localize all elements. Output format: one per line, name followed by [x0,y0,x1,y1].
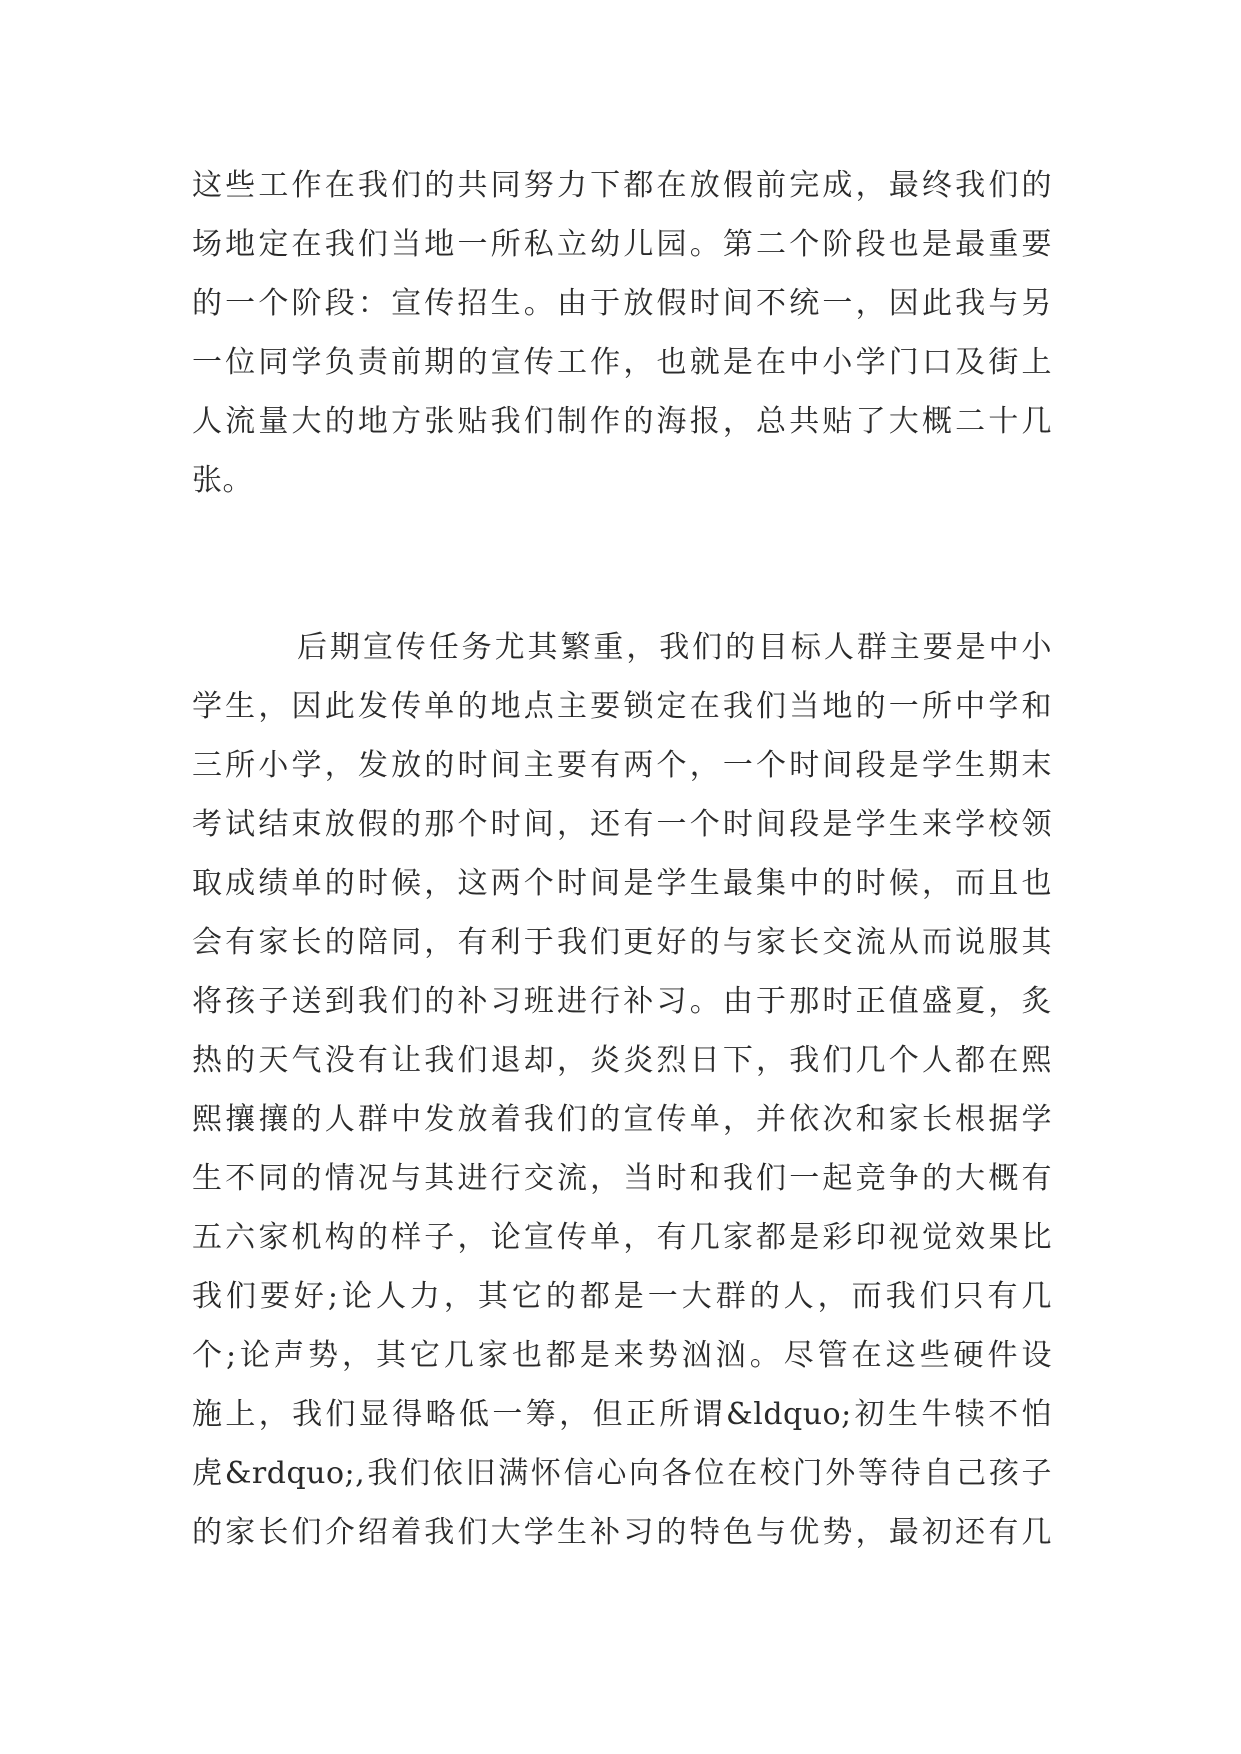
text-line: 这些工作在我们的共同努力下都在放假前完成，最终我们的 [192,168,1052,203]
paragraph-2 [192,618,1052,1562]
text-line: 五六家机构的样子，论宣传单，有几家都是彩印视觉效果比 [192,1220,1052,1255]
text-line: 的家长们介绍着我们大学生补习的特色与优势，最初还有几 [192,1515,1052,1550]
paragraph-1 [192,156,1052,510]
text-line: 生不同的情况与其进行交流，当时和我们一起竞争的大概有 [192,1161,1052,1196]
text-line: 后期宣传任务尤其繁重，我们的目标人群主要是中小 [297,630,1052,665]
text-line: 个;论声势，其它几家也都是来势汹汹。尽管在这些硬件设 [192,1338,1052,1373]
text-line: 虎&rdquo;,我们依旧满怀信心向各位在校门外等待自己孩子 [192,1456,1052,1491]
text-line: 的一个阶段：宣传招生。由于放假时间不统一，因此我与另 [192,286,1052,321]
text-line: 我们要好;论人力，其它的都是一大群的人，而我们只有几 [192,1279,1052,1314]
text-line: 场地定在我们当地一所私立幼儿园。第二个阶段也是最重要 [192,227,1052,262]
text-line: 三所小学，发放的时间主要有两个，一个时间段是学生期末 [192,748,1052,783]
text-line: 张。 [192,463,253,498]
text-line: 取成绩单的时候，这两个时间是学生最集中的时候，而且也 [192,866,1052,901]
text-line: 人流量大的地方张贴我们制作的海报，总共贴了大概二十几 [192,404,1052,439]
text-line: 会有家长的陪同，有利于我们更好的与家长交流从而说服其 [192,925,1052,960]
text-line: 将孩子送到我们的补习班进行补习。由于那时正值盛夏，炙 [192,984,1052,1019]
text-line: 学生，因此发传单的地点主要锁定在我们当地的一所中学和 [192,689,1052,724]
text-line: 一位同学负责前期的宣传工作，也就是在中小学门口及街上 [192,345,1052,380]
text-line: 考试结束放假的那个时间，还有一个时间段是学生来学校领 [192,807,1052,842]
text-line: 熙攘攘的人群中发放着我们的宣传单，并依次和家长根据学 [192,1102,1052,1137]
text-line: 热的天气没有让我们退却，炎炎烈日下，我们几个人都在熙 [192,1043,1052,1078]
text-line: 施上，我们显得略低一筹，但正所谓&ldquo;初生牛犊不怕 [192,1397,1052,1432]
